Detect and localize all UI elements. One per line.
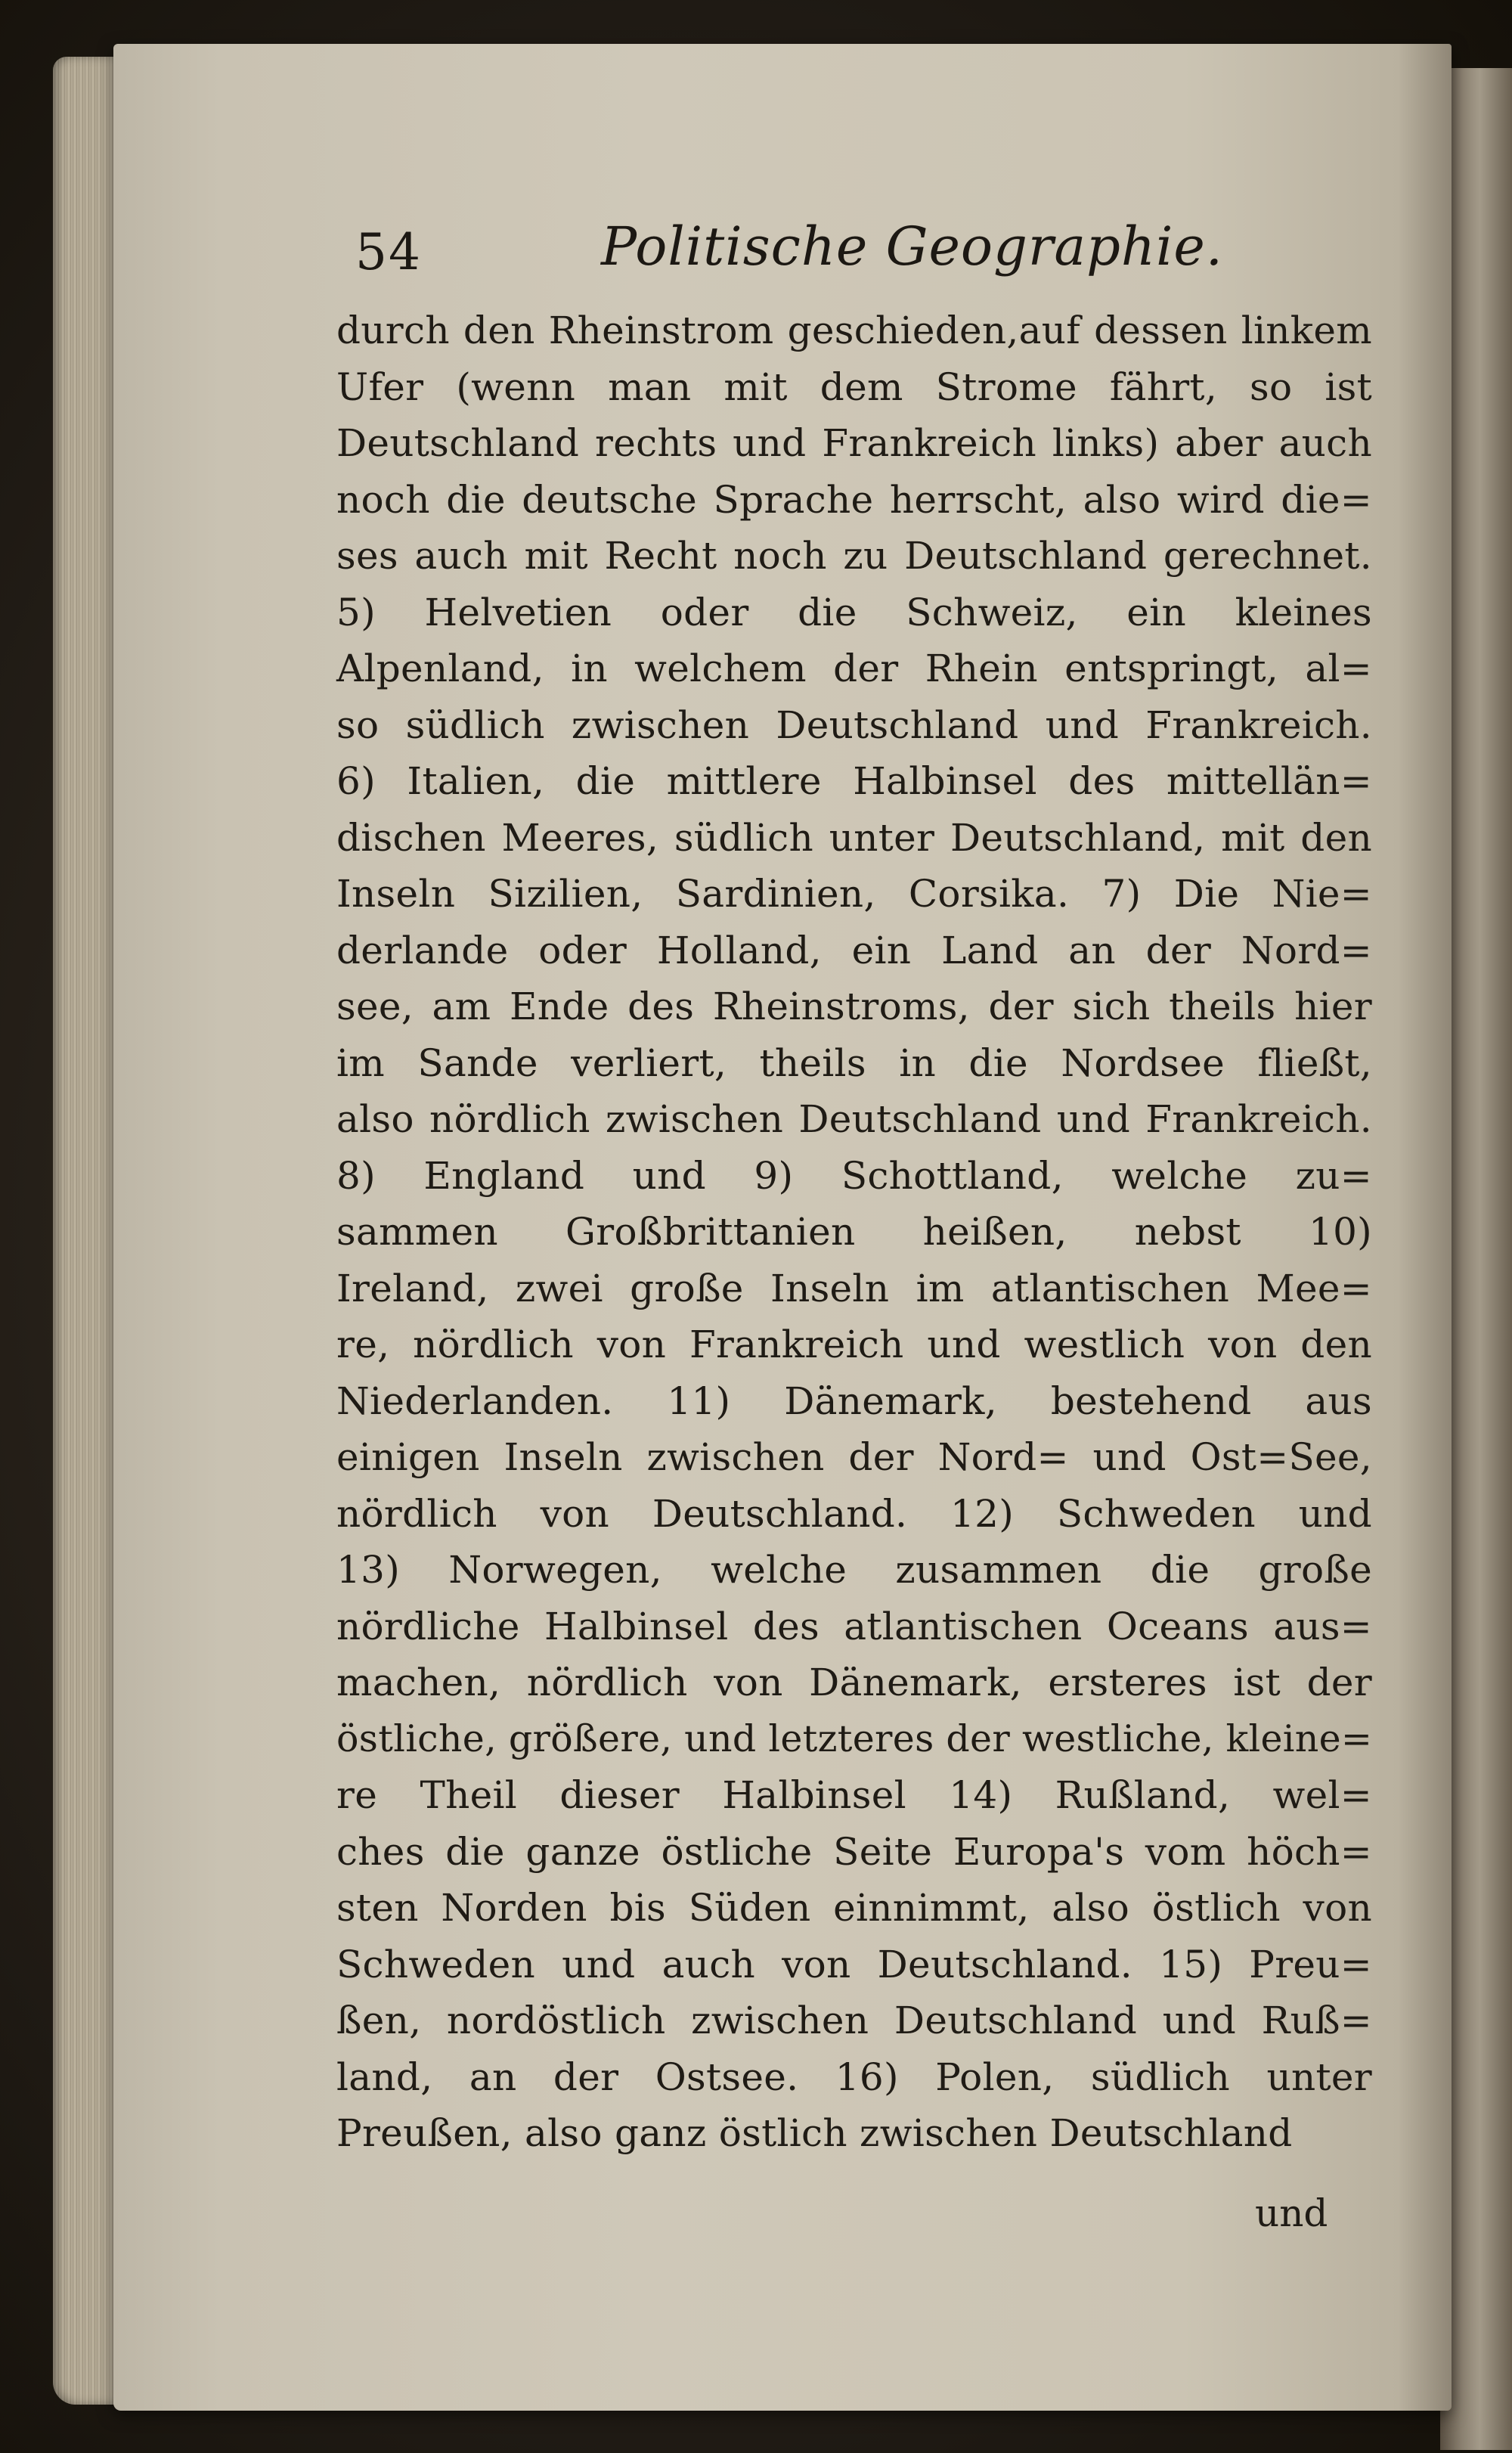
text-line: Preußen, also ganz östlich zwischen Deutschland xyxy=(336,2111,1293,2155)
body-text xyxy=(336,302,1372,2162)
text-line: Inseln Sizilien, Sardinien, Corsika. 7) Die Nie= xyxy=(336,872,1372,916)
text-line: 6) Italien, die mittlere Halbinsel des mittellän= xyxy=(336,759,1372,803)
text-line: östliche, größere, und letzteres der westliche, kleine= xyxy=(336,1716,1373,1760)
text-line: machen, nördlich von Dänemark, ersteres ist der xyxy=(336,1661,1372,1704)
text-line: nördlich von Deutschland. 12) Schweden und xyxy=(336,1491,1372,1536)
text-line: noch die deutsche Sprache herrscht, also wird die= xyxy=(336,477,1372,522)
text-line: 13) Norwegen, welche zusammen die große xyxy=(336,1548,1372,1592)
text-line: sten Norden bis Süden einnimmt, also östlich von xyxy=(336,1886,1372,1930)
running-head: Politische Geographie. xyxy=(601,216,1224,278)
text-line: einigen Inseln zwischen der Nord= und Ost=See, xyxy=(336,1435,1372,1479)
text-line: land, an der Ostsee. 16) Polen, südlich unter xyxy=(336,2055,1372,2099)
text-line: also nördlich zwischen Deutschland und Frankreich. xyxy=(336,1097,1372,1141)
text-line: re Theil dieser Halbinsel 14) Rußland, wel= xyxy=(336,1773,1372,1817)
catchword: und xyxy=(1255,2191,1328,2235)
text-line: Ufer (wenn man mit dem Strome fährt, so ist xyxy=(336,364,1372,409)
text-line: derlande oder Holland, ein Land an der Nord= xyxy=(336,928,1372,972)
text-line: nördliche Halbinsel des atlantischen Oceans aus= xyxy=(336,1604,1372,1648)
page-header xyxy=(355,216,1361,299)
text-line: 8) England und 9) Schottland, welche zu= xyxy=(336,1153,1372,1198)
text-line: Deutschland rechts und Frankreich links) aber auch xyxy=(336,421,1372,465)
text-line: re, nördlich von Frankreich und westlich von den xyxy=(336,1323,1372,1366)
page-number: 54 xyxy=(355,223,422,281)
text-line: Ireland, zwei große Inseln im atlantischen Mee= xyxy=(336,1266,1372,1310)
text-line: Niederlanden. 11) Dänemark, bestehend aus xyxy=(336,1378,1372,1423)
text-line: dischen Meeres, südlich unter Deutschland, mit den xyxy=(336,815,1372,860)
text-line: durch den Rheinstrom geschieden,auf dessen linkem xyxy=(336,309,1372,352)
text-line: sammen Großbrittanien heißen, nebst 10) xyxy=(336,1210,1372,1254)
text-line: Schweden und auch von Deutschland. 15) Preu= xyxy=(336,1942,1372,1986)
text-line: see, am Ende des Rheinstroms, der sich theils hier xyxy=(336,985,1372,1028)
text-line: ßen, nordöstlich zwischen Deutschland und Ruß= xyxy=(336,1999,1372,2042)
text-line: ses auch mit Recht noch zu Deutschland gerechnet. xyxy=(336,534,1372,578)
text-line: ches die ganze östliche Seite Europa's vom höch= xyxy=(336,1829,1372,1874)
text-line: so südlich zwischen Deutschland und Frankreich. xyxy=(336,702,1372,747)
text-line: im Sande verliert, theils in die Nordsee fließt, xyxy=(336,1040,1372,1085)
text-line: 5) Helvetien oder die Schweiz, ein kleines xyxy=(336,590,1372,634)
text-line: Alpenland, in welchem der Rhein entspringt, al= xyxy=(336,647,1372,690)
